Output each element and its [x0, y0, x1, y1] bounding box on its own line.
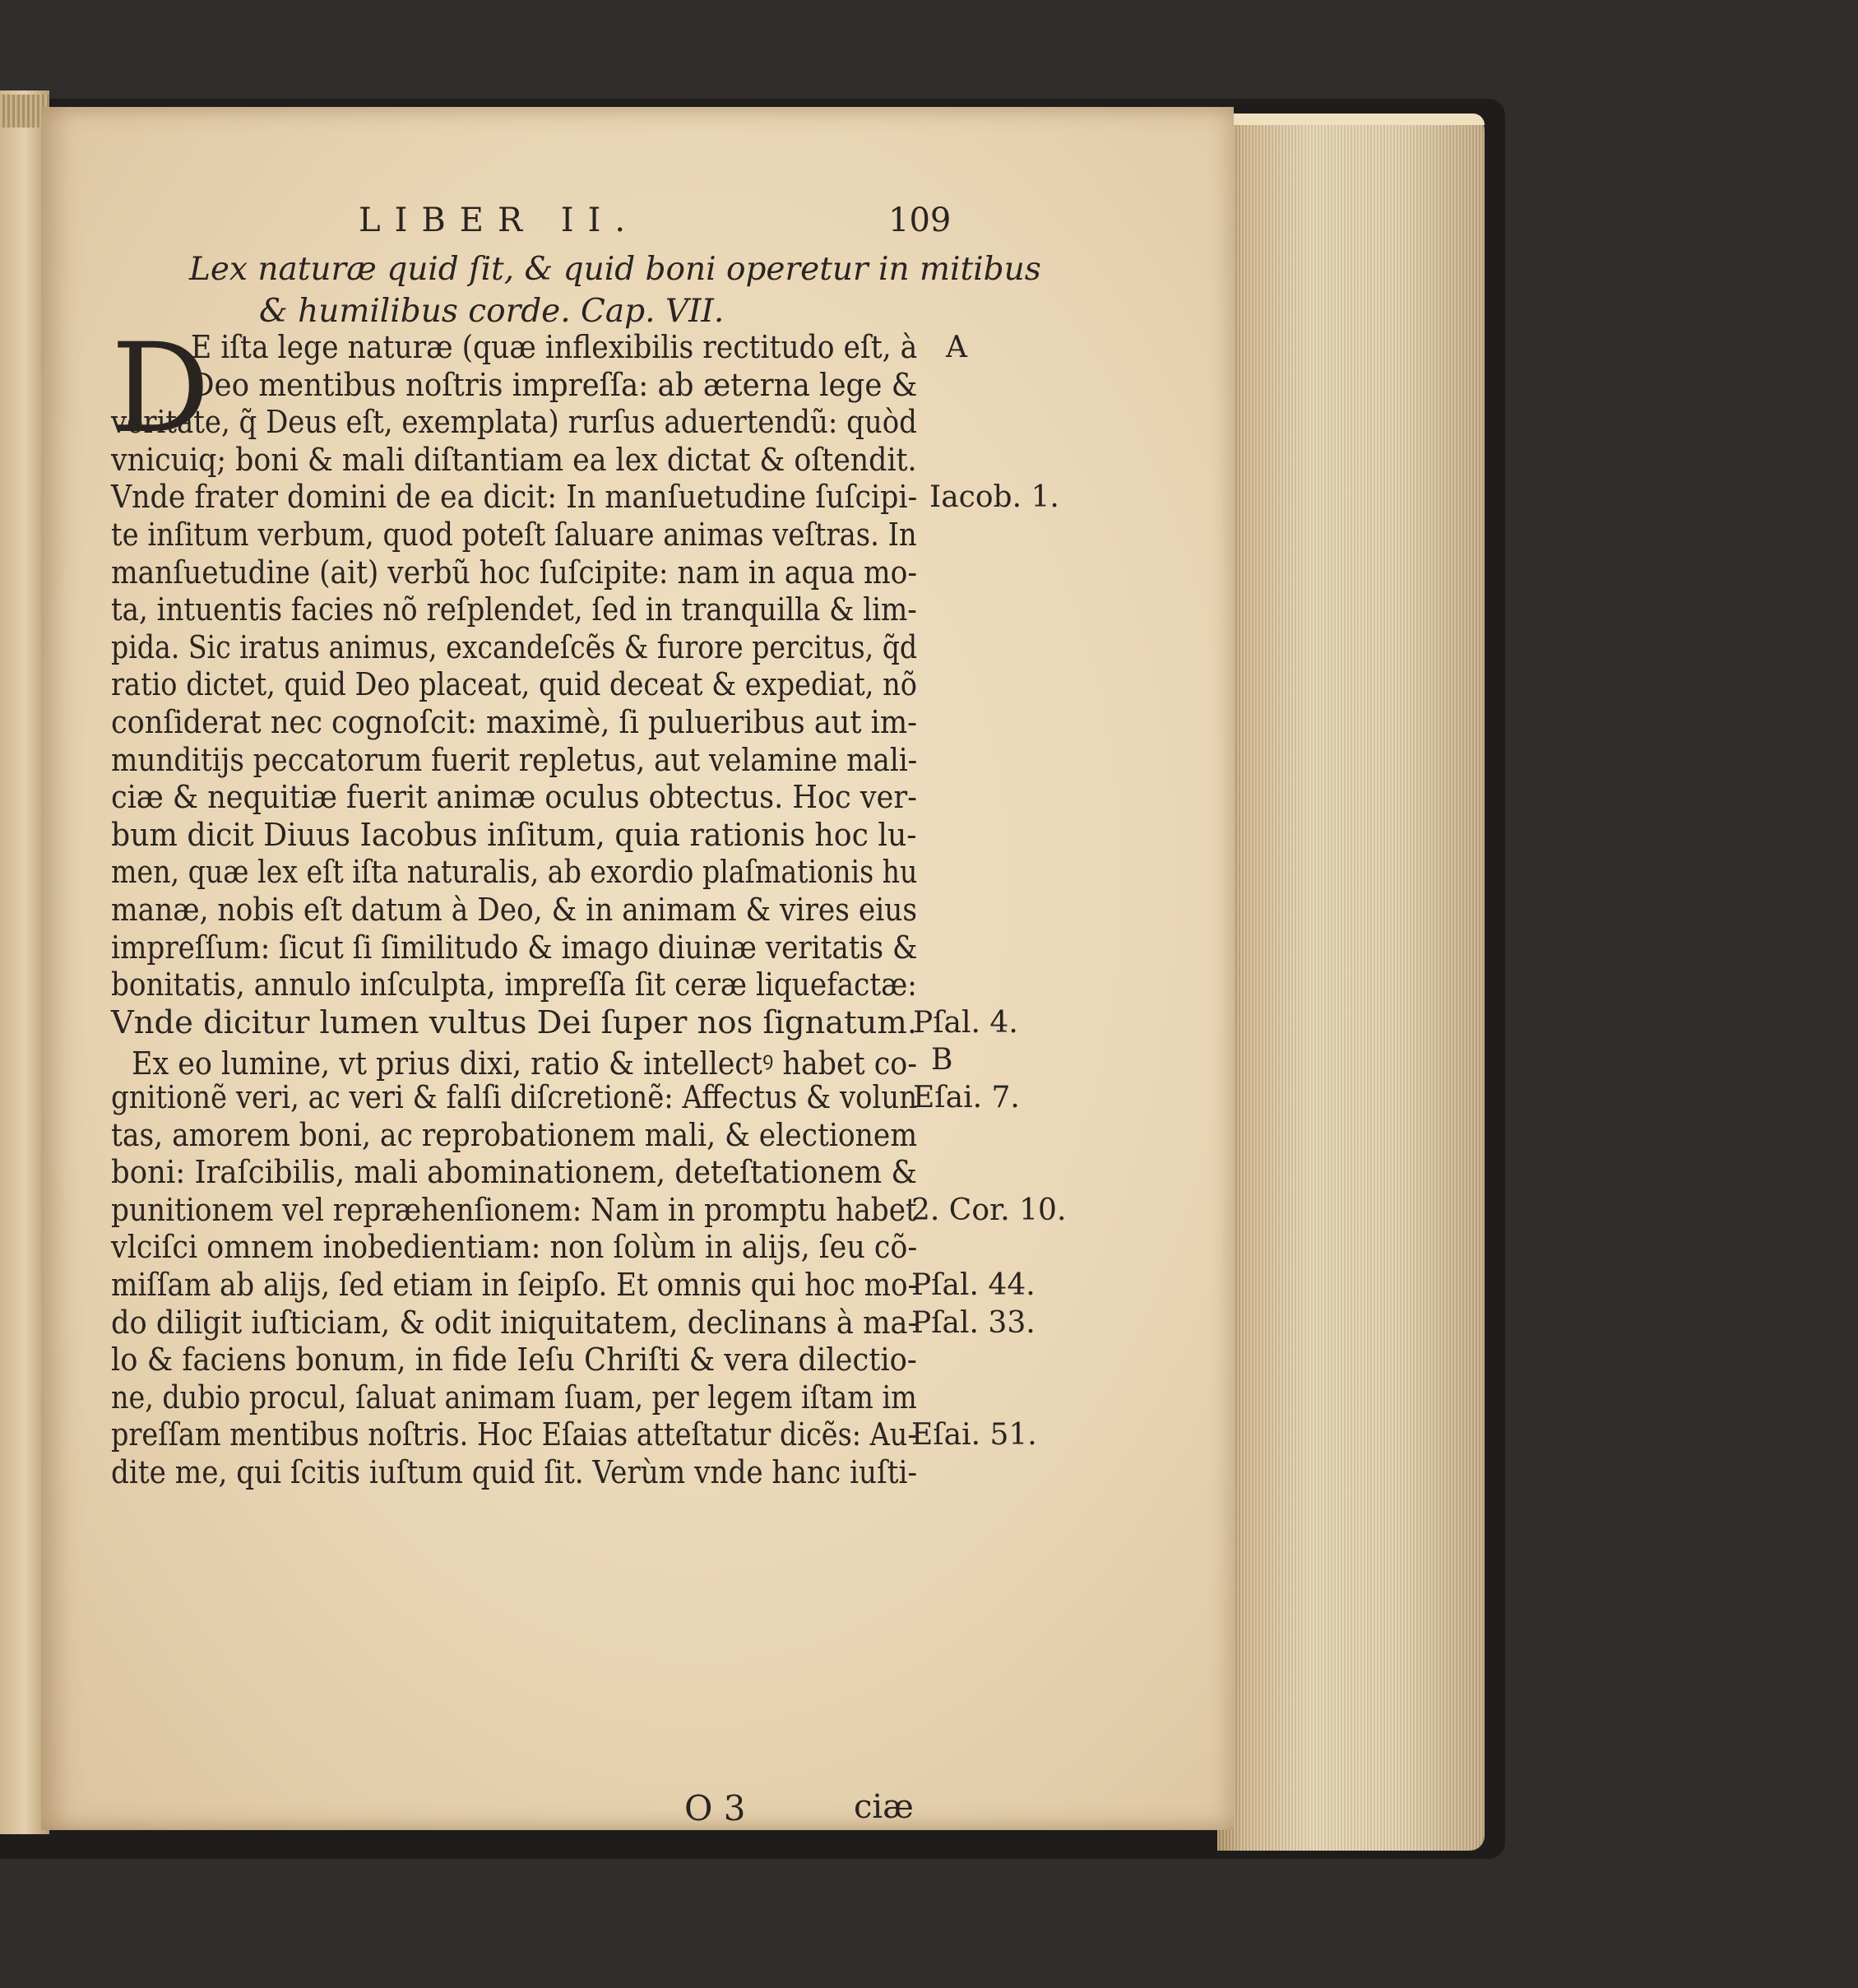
margin-note: Iacob. 1. — [929, 480, 1059, 515]
text-line: veritate, q̃ Deus eſt, exemplata) rurſus aduertendũ: quòd — [111, 404, 917, 441]
margin-note: Pſal. 33. — [911, 1305, 1036, 1340]
text-line: conſiderat nec cognoſcit: maximè, ſi pulueribus aut im- — [111, 704, 918, 740]
margin-note: Pſal. 44. — [911, 1268, 1036, 1302]
text-line: men, quæ lex eſt iſta naturalis, ab exordio plaſmationis hu — [111, 854, 918, 891]
running-head: LIBER II. — [359, 202, 640, 239]
page-fore-edge — [1217, 115, 1485, 1851]
text-line: Vnde dicitur lumen vultus Dei ſuper nos ſignatum. — [111, 1003, 918, 1040]
chapter-heading-line-1: Lex naturæ quid ſit, & quid boni operetur in mitibus — [189, 251, 1041, 288]
page-fore-edge-top — [1217, 114, 1485, 125]
text-line: preſſam mentibus noſtris. Hoc Eſaias atteſtatur dicẽs: Au- — [111, 1416, 917, 1453]
text-line: bum dicit Diuus Iacobus inſitum, quia rationis hoc lu- — [111, 816, 917, 853]
text-line: ne, dubio procul, ſaluat animam ſuam, per legem iſtam im — [111, 1379, 917, 1416]
text-line: impreſſum: ſicut ſi ſimilitudo & imago diuinæ veritatis & — [111, 929, 918, 966]
text-line: dite me, qui ſcitis iuſtum quid ſit. Verùm vnde hanc iuſti- — [111, 1454, 918, 1490]
text-line: do diligit iuſticiam, & odit iniquitatem, declinans à ma- — [111, 1304, 918, 1341]
text-line: vlciſci omnem inobedientiam: non ſolùm in alijs, ſeu cõ- — [111, 1229, 918, 1266]
text-line: ciæ & nequitiæ fuerit animæ oculus obtectus. Hoc ver- — [111, 779, 917, 816]
signature-mark: O 3 — [684, 1788, 746, 1828]
text-line: Ex eo lumine, vt prius dixi, ratio & intellectꝰ habet co- — [132, 1045, 918, 1082]
catchword: ciæ — [854, 1788, 914, 1826]
text-line: punitionem vel repræhenſionem: Nam in promptu habet — [111, 1191, 917, 1228]
text-line: miſſam ab alijs, ſed etiam in ſeipſo. Et omnis qui hoc mo- — [111, 1267, 918, 1303]
text-line: pida. Sic iratus animus, excandeſcẽs & furore percitus, q̃d — [111, 628, 918, 665]
text-line: gnitionẽ veri, ac veri & falſi diſcretionẽ: Affectus & volun — [111, 1079, 918, 1115]
chapter-heading-line-2: & humilibus corde. Cap. VII. — [259, 293, 725, 330]
text-line: Vnde frater domini de ea dicit: In manſuetudine ſuſcipi- — [111, 479, 918, 516]
text-line: bonitatis, annulo inſculpta, impreſſa ſit ceræ liquefactæ: — [111, 966, 917, 1003]
text-line: tas, amorem boni, ac reprobationem mali, & electionem — [111, 1116, 918, 1153]
text-line: Deo mentibus noſtris impreſſa: ab æterna lege & — [191, 366, 918, 403]
drop-cap: D — [111, 317, 211, 461]
text-line: ratio dictet, quid Deo placeat, quid deceat & expediat, nõ — [111, 666, 917, 703]
text-line: te inſitum verbum, quod poteſt ſaluare animas veſtras. In — [111, 517, 917, 553]
text-line: vnicuiq; boni & mali diſtantiam ea lex dictat & oſtendit. — [111, 441, 917, 478]
text-line: lo & faciens bonum, in fide Ieſu Chriſti & vera dilectio- — [111, 1342, 917, 1379]
text-line: E iſta lege naturæ (quæ inflexibilis rectitudo eſt, à — [191, 329, 918, 365]
margin-note: Eſai. 7. — [913, 1081, 1020, 1114]
margin-note: A — [946, 331, 967, 364]
text-line: manſuetudine (ait) verbũ hoc ſuſcipite: nam in aqua mo- — [111, 554, 918, 591]
margin-note: 2. Cor. 10. — [911, 1193, 1067, 1227]
text-line: munditijs peccatorum fuerit repletus, aut velamine mali- — [111, 741, 918, 778]
margin-note: Pſal. 4. — [913, 1005, 1018, 1040]
margin-note: B — [931, 1043, 953, 1077]
text-line: ta, intuentis facies nõ reſplendet, ſed in tranquilla & lim- — [111, 591, 917, 628]
page-number: 109 — [888, 202, 952, 239]
margin-note: Eſai. 51. — [911, 1418, 1037, 1453]
text-line: manæ, nobis eſt datum à Deo, & in animam & vires eius — [111, 892, 917, 928]
text-line: boni: Iraſcibilis, mali abominationem, deteſtationem & — [111, 1154, 917, 1191]
